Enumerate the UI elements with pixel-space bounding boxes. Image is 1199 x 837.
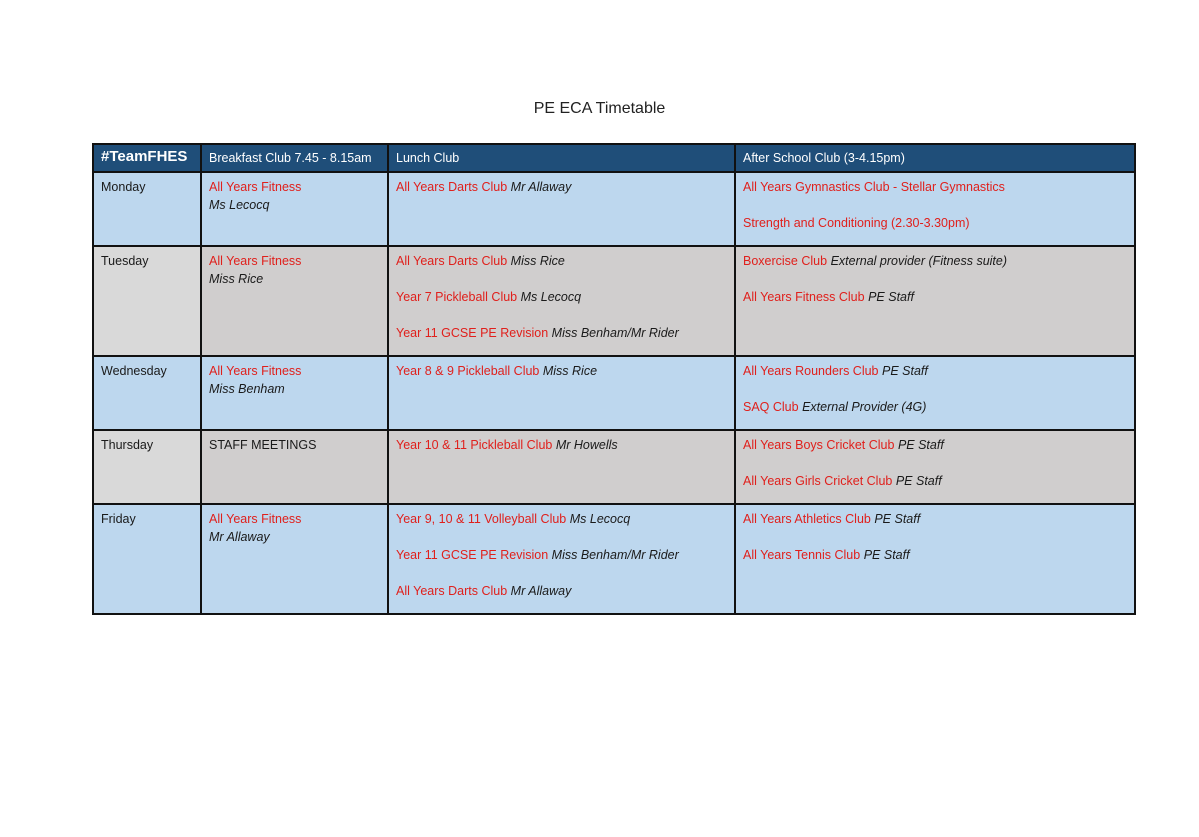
header-team-tag: #TeamFHES [93, 144, 201, 172]
day-row-wednesday [93, 356, 1135, 430]
club-entry [743, 546, 1127, 564]
staff-name: Ms Lecocq [520, 290, 582, 304]
club-entry [743, 252, 1127, 270]
club-name: All Years Darts Club [396, 180, 508, 194]
day-row-thursday [93, 430, 1135, 504]
after-school-cell [735, 430, 1135, 504]
club-name: All Years Fitness Club [743, 290, 865, 304]
day-row-friday [93, 504, 1135, 614]
club-entry [743, 214, 1127, 232]
header-after-school-club: After School Club (3-4.15pm) [735, 144, 1135, 172]
club-name: All Years Tennis Club [743, 548, 861, 562]
club-name: All Years Boys Cricket Club [743, 438, 895, 452]
club-name: All Years Darts Club [396, 584, 508, 598]
day-label: Thursday [93, 430, 201, 504]
header-row [93, 144, 1135, 172]
club-name: Year 11 GCSE PE Revision [396, 548, 549, 562]
staff-name: Miss Benham/Mr Rider [551, 548, 679, 562]
club-name: All Years Rounders Club [743, 364, 879, 378]
staff-name: Miss Benham [209, 382, 285, 396]
staff-name: Mr Allaway [209, 530, 270, 544]
day-label: Monday [93, 172, 201, 246]
staff-name: PE Staff [874, 512, 921, 526]
club-entry [743, 436, 1127, 454]
club-name: Strength and Conditioning (2.30-3.30pm) [743, 216, 970, 230]
staff-name: PE Staff [868, 290, 914, 304]
club-entry [209, 362, 380, 398]
club-name: All Years Darts Club [396, 254, 508, 268]
club-name: Year 9, 10 & 11 Volleyball Club [396, 512, 567, 526]
club-name: All Years Fitness [209, 254, 302, 268]
club-name: All Years Athletics Club [743, 512, 871, 526]
after-school-cell [735, 504, 1135, 614]
club-name: All Years Gymnastics Club - Stellar Gymnastics [743, 180, 1005, 194]
club-entry [396, 436, 727, 454]
club-name: Year 11 GCSE PE Revision [396, 326, 549, 340]
lunch-cell [388, 172, 735, 246]
club-entry [743, 398, 1127, 416]
club-entry [396, 546, 727, 564]
staff-name: Ms Lecocq [569, 512, 631, 526]
staff-name: PE Staff [881, 364, 928, 378]
lunch-cell [388, 430, 735, 504]
staff-name: Mr Allaway [510, 584, 572, 598]
club-entry [396, 582, 727, 600]
club-entry [209, 178, 380, 214]
staff-name: PE Staff [897, 438, 944, 452]
club-entry [396, 178, 727, 196]
breakfast-cell [201, 430, 388, 504]
timetable [92, 143, 1136, 615]
day-label: Wednesday [93, 356, 201, 430]
after-school-cell [735, 356, 1135, 430]
club-entry [743, 288, 1127, 306]
staff-name: Miss Rice [542, 364, 598, 378]
club-name: All Years Fitness [209, 512, 302, 526]
after-school-cell [735, 246, 1135, 356]
breakfast-cell [201, 504, 388, 614]
club-name: All Years Fitness [209, 180, 302, 194]
club-entry [743, 178, 1127, 196]
club-entry [396, 252, 727, 270]
club-entry [743, 472, 1127, 490]
staff-name: PE Staff [863, 548, 910, 562]
header-lunch-club: Lunch Club [388, 144, 735, 172]
club-name: Year 8 & 9 Pickleball Club [396, 364, 540, 378]
page-title: PE ECA Timetable [533, 100, 666, 117]
lunch-cell [388, 356, 735, 430]
day-row-tuesday [93, 246, 1135, 356]
staff-name: Ms Lecocq [209, 198, 270, 212]
club-entry [396, 288, 727, 306]
staff-name: Miss Benham/Mr Rider [551, 326, 679, 340]
entry-text: STAFF MEETINGS [209, 438, 317, 452]
day-label: Tuesday [93, 246, 201, 356]
club-entry [743, 362, 1127, 380]
club-entry [396, 510, 727, 528]
staff-name: Mr Allaway [510, 180, 572, 194]
club-name: SAQ Club [743, 400, 799, 414]
after-school-cell [735, 172, 1135, 246]
club-entry [743, 510, 1127, 528]
club-entry [396, 362, 727, 380]
club-name: Year 10 & 11 Pickleball Club [396, 438, 553, 452]
staff-name: External provider (Fitness suite) [830, 254, 1008, 268]
day-label: Friday [93, 504, 201, 614]
day-row-monday [93, 172, 1135, 246]
club-name: All Years Girls Cricket Club [743, 474, 893, 488]
staff-name: External Provider (4G) [802, 400, 927, 414]
staff-name: Miss Rice [209, 272, 264, 286]
lunch-cell [388, 246, 735, 356]
header-breakfast-club: Breakfast Club 7.45 - 8.15am [201, 144, 388, 172]
club-entry [209, 510, 380, 546]
staff-name: Mr Howells [555, 438, 618, 452]
lunch-cell [388, 504, 735, 614]
club-entry [396, 324, 727, 342]
club-entry [209, 436, 380, 454]
staff-name: Miss Rice [510, 254, 565, 268]
breakfast-cell [201, 246, 388, 356]
club-name: Boxercise Club [743, 254, 828, 268]
breakfast-cell [201, 172, 388, 246]
breakfast-cell [201, 356, 388, 430]
club-name: All Years Fitness [209, 364, 302, 378]
club-entry [209, 252, 380, 288]
staff-name: PE Staff [895, 474, 942, 488]
club-name: Year 7 Pickleball Club [396, 290, 518, 304]
